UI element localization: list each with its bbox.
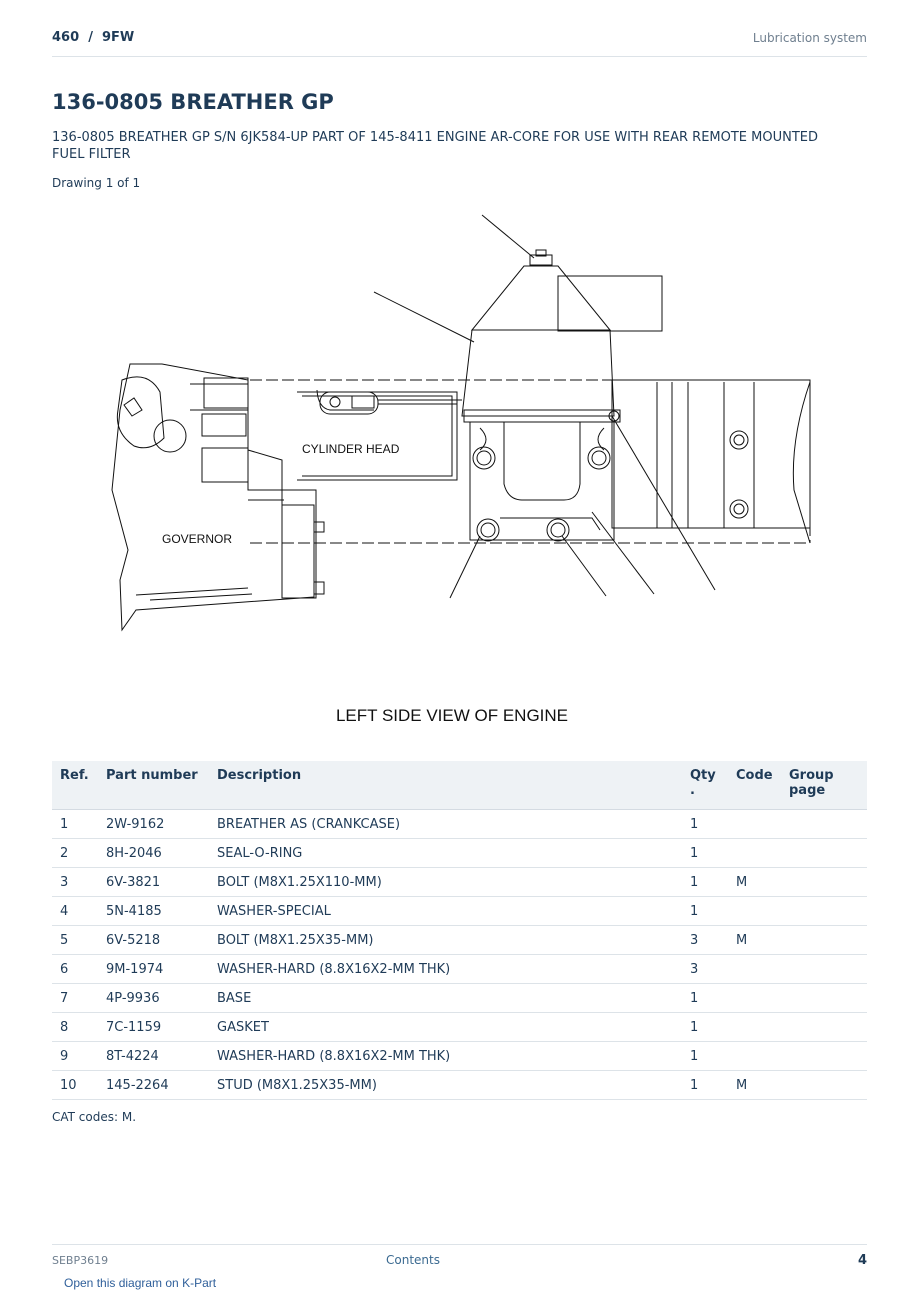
cell-part-number: 6V-5218 [98,926,209,955]
kpart-link[interactable]: Open this diagram on K-Part [64,1276,217,1290]
cell-description: BASE [209,984,682,1013]
cell-description: WASHER-SPECIAL [209,897,682,926]
cell-qty: 3 [682,926,728,955]
cell-part-number: 4P-9936 [98,984,209,1013]
cell-code [728,955,781,984]
table-row [52,868,867,897]
leader-line [482,215,534,258]
cell-qty: 1 [682,1042,728,1071]
cell-description: WASHER-HARD (8.8X16X2-MM THK) [209,955,682,984]
parts-table [52,761,867,1100]
cell-ref: 4 [52,897,98,926]
cell-code [728,1013,781,1042]
cat-codes-note: CAT codes: M. [52,1110,137,1124]
cell-description: BOLT (M8X1.25X35-MM) [209,926,682,955]
group-description: 136-0805 BREATHER GP S/N 6JK584-UP PART OF 145-8411 ENGINE AR-CORE FOR USE WITH REAR REMOTE MOUNTED FUEL FILTER [52,130,819,162]
leader-line [562,536,606,596]
cell-ref: 2 [52,839,98,868]
cell-ref: 5 [52,926,98,955]
cell-qty: 1 [682,1071,728,1100]
page-header [52,28,867,57]
table-row [52,897,867,926]
label-cylinder-head: CYLINDER HEAD [302,442,400,456]
table-row [52,1013,867,1042]
cell-part-number: 5N-4185 [98,897,209,926]
cell-group-page [781,1071,867,1100]
leader-line [374,292,474,342]
cell-ref: 6 [52,955,98,984]
cell-qty: 1 [682,868,728,897]
cell-group-page [781,1042,867,1071]
leader-line [592,512,654,594]
cell-qty: 1 [682,897,728,926]
section-label: Lubrication system [752,31,867,45]
cell-group-page [781,839,867,868]
cell-description: GASKET [209,1013,682,1042]
label-governor: GOVERNOR [162,532,233,546]
cell-group-page [781,955,867,984]
cell-ref: 3 [52,868,98,897]
cell-group-page [781,926,867,955]
cell-description: BREATHER AS (CRANKCASE) [209,810,682,839]
cell-qty: 1 [682,984,728,1013]
cell-code [728,897,781,926]
table-row [52,810,867,839]
leader-line [450,536,480,598]
cell-group-page [781,868,867,897]
table-header-row [52,761,867,810]
col-group-page: Group page [781,761,867,810]
cell-group-page [781,984,867,1013]
contents-link[interactable]: Contents [386,1253,440,1267]
model-label: 460 / 9FW [52,30,135,45]
table-row [52,1042,867,1071]
cell-part-number: 8T-4224 [98,1042,209,1071]
cell-code [728,984,781,1013]
cell-part-number: 145-2264 [98,1071,209,1100]
cell-ref: 8 [52,1013,98,1042]
diagram-caption: LEFT SIDE VIEW OF ENGINE [335,706,569,725]
cell-qty: 1 [682,1013,728,1042]
cell-qty: 1 [682,839,728,868]
cell-description: SEAL-O-RING [209,839,682,868]
leader-line [612,416,715,590]
cell-qty: 1 [682,810,728,839]
cell-code [728,810,781,839]
cell-description: WASHER-HARD (8.8X16X2-MM THK) [209,1042,682,1071]
page-title: 136-0805 BREATHER GP [52,90,334,114]
col-description: Description [209,761,682,810]
table-row [52,839,867,868]
cell-group-page [781,1013,867,1042]
cell-part-number: 2W-9162 [98,810,209,839]
cell-ref: 10 [52,1071,98,1100]
document-number: SEBP3619 [52,1254,109,1267]
page-number: 4 [857,1253,867,1268]
cell-part-number: 7C-1159 [98,1013,209,1042]
cell-code [728,1042,781,1071]
cell-ref: 1 [52,810,98,839]
cell-group-page [781,810,867,839]
cell-description: STUD (M8X1.25X35-MM) [209,1071,682,1100]
cell-group-page [781,897,867,926]
table-row [52,926,867,955]
table-row [52,955,867,984]
cell-ref: 9 [52,1042,98,1071]
col-code: Code [728,761,781,810]
cell-code: M [728,868,781,897]
col-part-number: Part number [98,761,209,810]
parts-diagram [52,200,867,740]
cell-code: M [728,926,781,955]
cell-code [728,839,781,868]
table-row [52,1071,867,1100]
cylinder-head-outline [250,380,810,543]
cell-part-number: 6V-3821 [98,868,209,897]
cell-qty: 3 [682,955,728,984]
cell-code: M [728,1071,781,1100]
table-row [52,984,867,1013]
cell-part-number: 9M-1974 [98,955,209,984]
col-qty: Qty . [682,761,728,810]
drawing-count: Drawing 1 of 1 [52,176,141,190]
cell-ref: 7 [52,984,98,1013]
page-footer [52,1244,867,1275]
cell-description: BOLT (M8X1.25X110-MM) [209,868,682,897]
breather-base [470,422,614,540]
col-ref: Ref. [52,761,98,810]
cell-part-number: 8H-2046 [98,839,209,868]
